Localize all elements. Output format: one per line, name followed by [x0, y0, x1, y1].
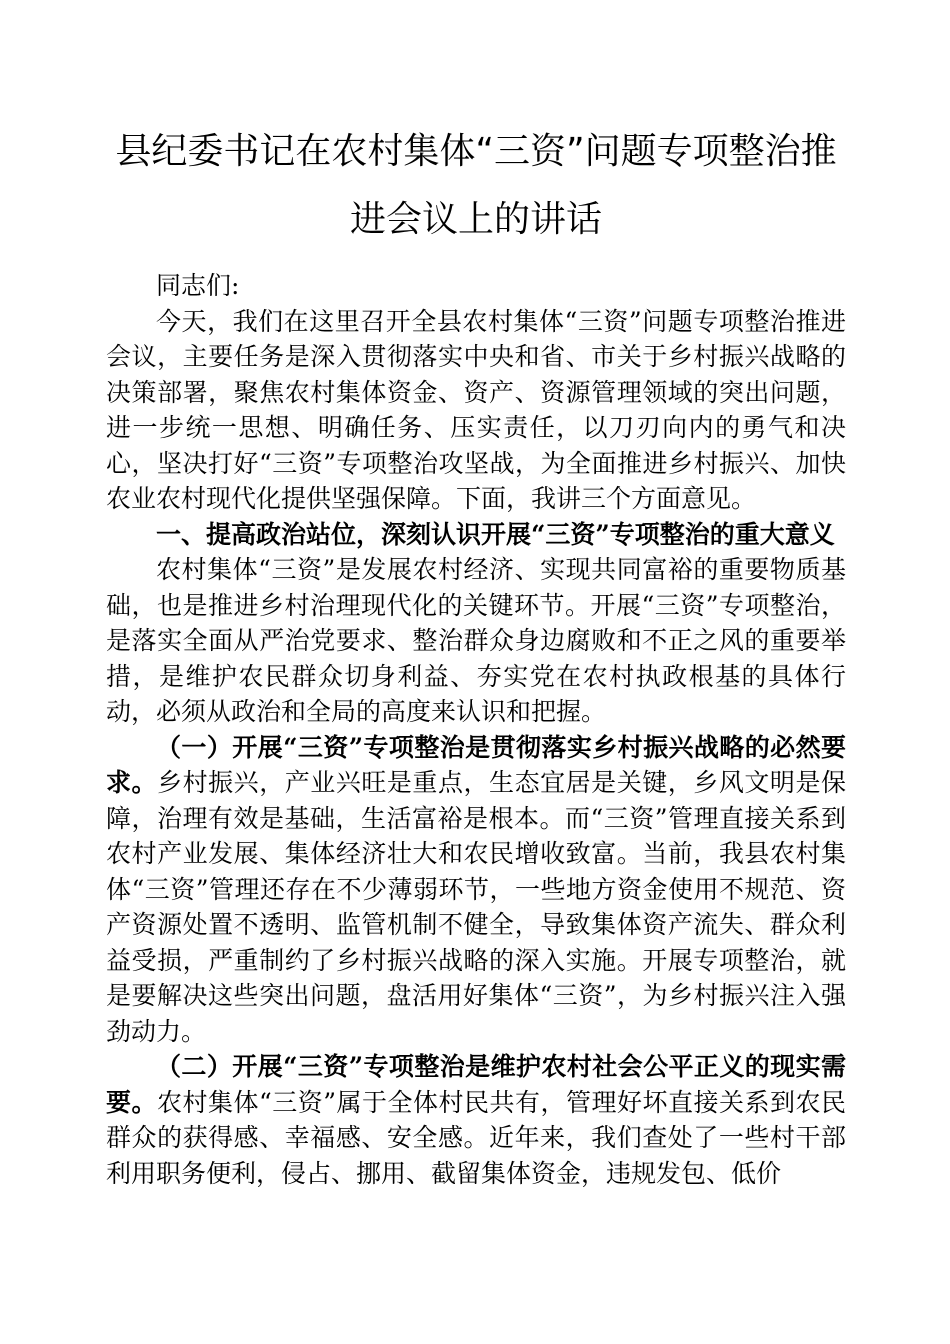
intro-paragraph: 今天，我们在这里召开全县农村集体“三资”问题专项整治推进会议，主要任务是深入贯彻落实中央和省、市关于乡村振兴战略的决策部署，聚焦农村集体资金、资产、资源管理领域的突出问题，进一步统一思想、明确任务、压实责任，以刀刃向内的勇气和决心，坚决打好“三资”专项整治攻坚战，为全面推进乡村振兴、加快农业农村现代化提供坚强保障。下面，我讲三个方面意见。	[106, 306, 846, 513]
point-2-lead: （二）开展“三资”专项整治是维护农村社会公平正义的现实需要。	[106, 1052, 846, 1117]
title-line-1: 县纪委书记在农村集体“三资”问题专项整治推	[115, 131, 837, 172]
salutation: 同志们:	[156, 271, 240, 300]
title-line-2: 进会议上的讲话	[349, 199, 602, 240]
point-2-paragraph	[106, 1049, 846, 1191]
point-1-paragraph	[106, 730, 846, 1050]
section-heading-1: 一、提高政治站位，深刻认识开展“三资”专项整治的重大意义	[156, 519, 835, 549]
point-1-lead: （一）开展“三资”专项整治是贯彻落实乡村振兴战略的必然要求。	[106, 732, 846, 797]
point-1-text: 乡村振兴，产业兴旺是重点，生态宜居是关键，乡风文明是保障，治理有效是基础，生活富裕是根本。而“三资”管理直接关系到农村产业发展、集体经济壮大和农民增收致富。当前，我县农村集体“三资”管理还存在不少薄弱环节，一些地方资金使用不规范、资产资源处置不透明、监管机制不健全，导致集体资产流失、群众利益受损，严重制约了乡村振兴战略的深入实施。开展专项整治，就是要解决这些突出问题，盘活用好集体“三资”，为乡村振兴注入强劲动力。	[106, 768, 846, 1046]
section-1-paragraph: 农村集体“三资”是发展农村经济、实现共同富裕的重要物质基础，也是推进乡村治理现代化的关键环节。开展“三资”专项整治，是落实全面从严治党要求、整治群众身边腐败和不正之风的重要举措，是维护农民群众切身利益、夯实党在农村执政根基的具体行动，必须从政治和全局的高度来认识和把握。	[106, 555, 846, 726]
document-body	[106, 268, 846, 1191]
document-page	[106, 118, 846, 1191]
point-2-text: 农村集体“三资”属于全体村民共有，管理好坏直接关系到农民群众的获得感、幸福感、安全感。近年来，我们查处了一些村干部利用职务便利，侵占、挪用、截留集体资金，违规发包、低价	[106, 1087, 846, 1188]
document-title	[106, 118, 846, 254]
